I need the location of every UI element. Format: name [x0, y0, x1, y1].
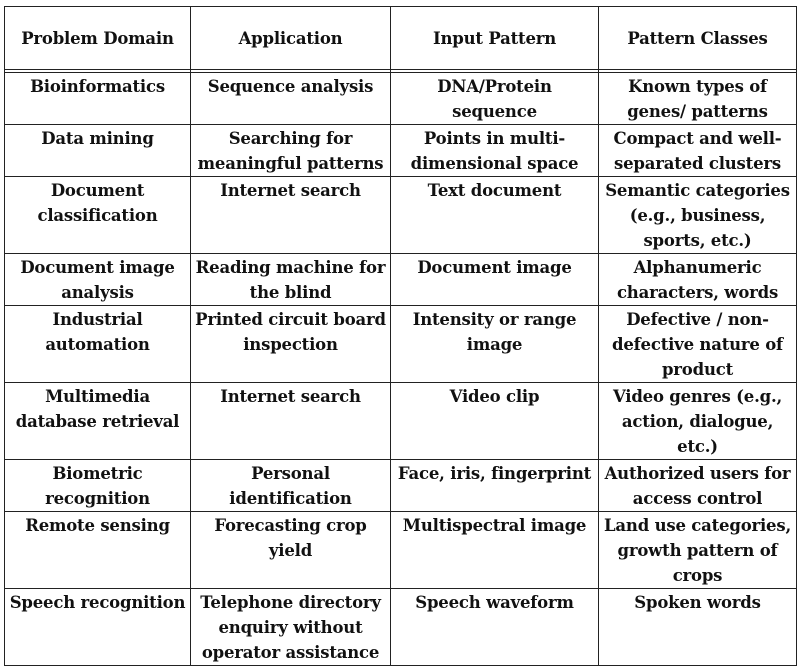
- table-row: [5, 383, 797, 460]
- cell-input-pattern: Speech waveform: [391, 589, 599, 666]
- cell-pattern-classes: Compact and well-separated clusters: [599, 125, 797, 177]
- cell-input-pattern: Video clip: [391, 383, 599, 460]
- cell-input-pattern: DNA/Protein sequence: [391, 73, 599, 125]
- cell-problem-domain: Document classification: [5, 177, 191, 254]
- table-row: [5, 589, 797, 666]
- cell-pattern-classes: Video genres (e.g., action, dialogue, etc.): [599, 383, 797, 460]
- header-input-pattern: Input Pattern: [391, 7, 599, 70]
- cell-problem-domain: Biometric recognition: [5, 460, 191, 512]
- table-row: [5, 254, 797, 306]
- cell-application: Searching for meaningful patterns: [191, 125, 391, 177]
- cell-problem-domain: Remote sensing: [5, 512, 191, 589]
- header-pattern-classes: Pattern Classes: [599, 7, 797, 70]
- cell-input-pattern: Points in multi-dimensional space: [391, 125, 599, 177]
- table-row: [5, 73, 797, 125]
- pattern-recognition-table: [4, 6, 797, 666]
- table-row: [5, 512, 797, 589]
- cell-application: Sequence analysis: [191, 73, 391, 125]
- cell-problem-domain: Document image analysis: [5, 254, 191, 306]
- cell-problem-domain: Data mining: [5, 125, 191, 177]
- cell-application: Printed circuit board inspection: [191, 306, 391, 383]
- cell-application: Reading machine for the blind: [191, 254, 391, 306]
- cell-input-pattern: Face, iris, fingerprint: [391, 460, 599, 512]
- cell-application: Personal identification: [191, 460, 391, 512]
- cell-input-pattern: Multispectral image: [391, 512, 599, 589]
- cell-problem-domain: Multimedia database retrieval: [5, 383, 191, 460]
- cell-pattern-classes: Spoken words: [599, 589, 797, 666]
- cell-pattern-classes: Semantic categories (e.g., business, sports, etc.): [599, 177, 797, 254]
- cell-problem-domain: Bioinformatics: [5, 73, 191, 125]
- cell-pattern-classes: Defective / non-defective nature of product: [599, 306, 797, 383]
- cell-problem-domain: Industrial automation: [5, 306, 191, 383]
- cell-pattern-classes: Known types of genes/ patterns: [599, 73, 797, 125]
- table-row: [5, 125, 797, 177]
- cell-input-pattern: Document image: [391, 254, 599, 306]
- cell-pattern-classes: Authorized users for access control: [599, 460, 797, 512]
- cell-application: Internet search: [191, 383, 391, 460]
- cell-input-pattern: Intensity or range image: [391, 306, 599, 383]
- cell-input-pattern: Text document: [391, 177, 599, 254]
- cell-problem-domain: Speech recognition: [5, 589, 191, 666]
- header-application: Application: [191, 7, 391, 70]
- cell-pattern-classes: Alphanumeric characters, words: [599, 254, 797, 306]
- header-row: [5, 7, 797, 70]
- cell-pattern-classes: Land use categories, growth pattern of crops: [599, 512, 797, 589]
- cell-application: Forecasting crop yield: [191, 512, 391, 589]
- cell-application: Telephone directory enquiry without operator assistance: [191, 589, 391, 666]
- table-row: [5, 306, 797, 383]
- table-row: [5, 177, 797, 254]
- cell-application: Internet search: [191, 177, 391, 254]
- header-problem-domain: Problem Domain: [5, 7, 191, 70]
- table-row: [5, 460, 797, 512]
